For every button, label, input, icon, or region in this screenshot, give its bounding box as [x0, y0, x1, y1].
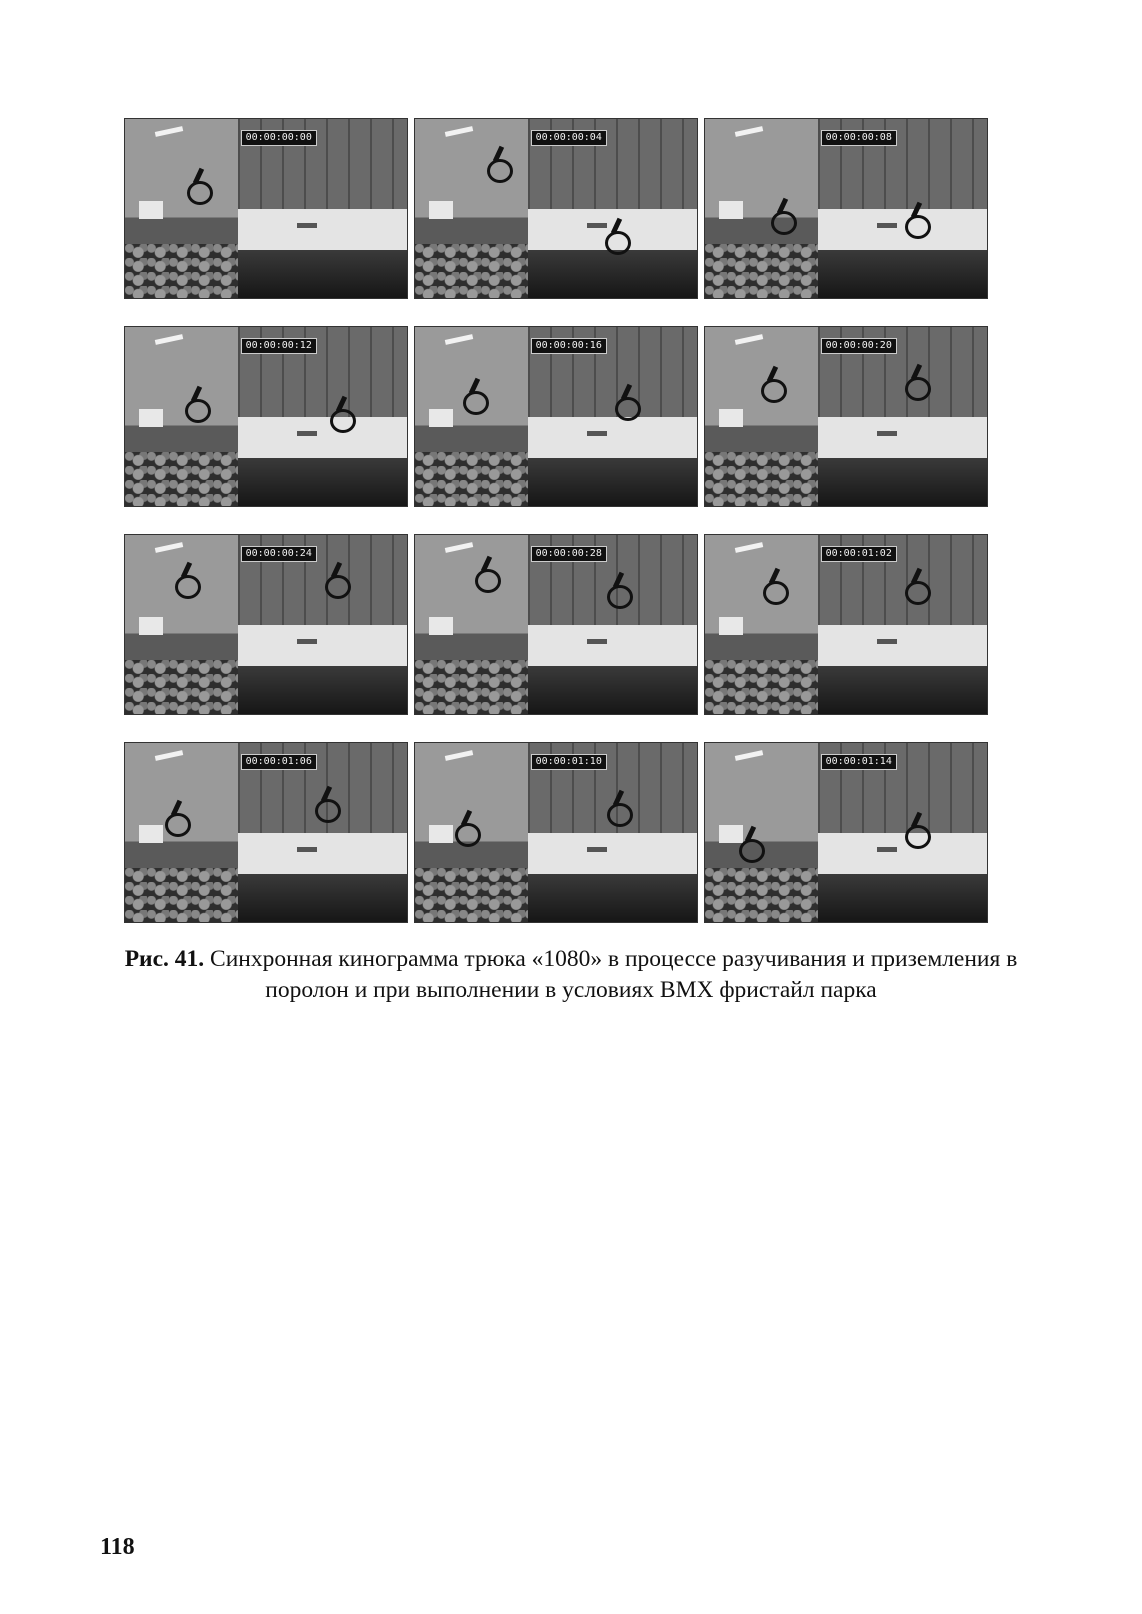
- timecode-label: 00:00:01:02: [821, 546, 897, 562]
- wall-sign: [587, 431, 607, 436]
- video-frame: [414, 326, 698, 507]
- wall-banner: [719, 825, 744, 843]
- wall-sign: [297, 847, 317, 852]
- bmx-rider-foam: [187, 181, 213, 205]
- park-floor: [238, 458, 407, 506]
- ceiling-light: [735, 126, 763, 137]
- park-wall: [528, 833, 697, 874]
- wall-sign: [877, 223, 897, 228]
- wall-banner: [719, 617, 744, 635]
- timecode-label: 00:00:01:06: [241, 754, 317, 770]
- park-floor: [238, 666, 407, 714]
- bmx-rider-park: [615, 397, 641, 421]
- timecode-label: 00:00:00:28: [531, 546, 607, 562]
- park-view: [238, 327, 407, 506]
- ceiling-light: [445, 334, 473, 345]
- park-view: [818, 327, 987, 506]
- ceiling-light: [735, 750, 763, 761]
- bmx-rider-foam: [761, 379, 787, 403]
- park-wall: [818, 417, 987, 458]
- wall-sign: [877, 639, 897, 644]
- timecode-label: 00:00:00:12: [241, 338, 317, 354]
- video-frame: [124, 742, 408, 923]
- park-view: [528, 327, 697, 506]
- video-frame: [124, 534, 408, 715]
- foam-pit-view: [125, 327, 238, 506]
- bmx-rider-foam: [455, 823, 481, 847]
- park-floor: [818, 458, 987, 506]
- timecode-label: 00:00:00:24: [241, 546, 317, 562]
- park-view: [528, 119, 697, 298]
- video-frame: [704, 118, 988, 299]
- video-frame: [124, 326, 408, 507]
- park-floor: [238, 250, 407, 298]
- wall-banner: [139, 409, 164, 427]
- wall-banner: [139, 825, 164, 843]
- ceiling-light: [735, 334, 763, 345]
- park-floor: [528, 874, 697, 922]
- wall-banner: [719, 409, 744, 427]
- wall-banner: [719, 201, 744, 219]
- park-floor: [818, 250, 987, 298]
- bmx-rider-foam: [175, 575, 201, 599]
- timecode-label: 00:00:01:14: [821, 754, 897, 770]
- bmx-rider-foam: [771, 211, 797, 235]
- bmx-rider-park: [605, 231, 631, 255]
- foam-pit-view: [705, 743, 818, 922]
- park-wall: [818, 209, 987, 250]
- video-frame: [704, 742, 988, 923]
- wall-sign: [297, 639, 317, 644]
- park-view: [818, 535, 987, 714]
- wall-banner: [139, 201, 164, 219]
- video-frame: [704, 534, 988, 715]
- wall-banner: [139, 617, 164, 635]
- ceiling-light: [445, 126, 473, 137]
- park-wall: [238, 209, 407, 250]
- bmx-rider-foam: [463, 391, 489, 415]
- kinogram-row: [124, 326, 990, 507]
- video-frame: [704, 326, 988, 507]
- park-wall: [238, 833, 407, 874]
- foam-pit-view: [125, 119, 238, 298]
- wall-banner: [429, 617, 454, 635]
- kinogram-row: [124, 118, 990, 299]
- figure-caption-text: Синхронная кинограмма трюка «1080» в процессе разучивания и приземления в поролон и при выполнении в условиях BMX фристайл парка: [210, 946, 1018, 1003]
- wall-sign: [297, 223, 317, 228]
- park-floor: [818, 666, 987, 714]
- park-floor: [528, 666, 697, 714]
- wall-sign: [297, 431, 317, 436]
- wall-sign: [877, 847, 897, 852]
- timecode-label: 00:00:01:10: [531, 754, 607, 770]
- kinogram-grid: [124, 118, 990, 950]
- ceiling-light: [735, 542, 763, 553]
- bmx-rider-foam: [165, 813, 191, 837]
- video-frame: [414, 534, 698, 715]
- park-view: [238, 535, 407, 714]
- wall-sign: [587, 223, 607, 228]
- wall-banner: [429, 409, 454, 427]
- timecode-label: 00:00:00:08: [821, 130, 897, 146]
- ceiling-light: [155, 334, 183, 345]
- timecode-label: 00:00:00:20: [821, 338, 897, 354]
- timecode-label: 00:00:00:16: [531, 338, 607, 354]
- park-floor: [818, 874, 987, 922]
- figure-caption: [100, 944, 1042, 1006]
- bmx-rider-foam: [185, 399, 211, 423]
- wall-sign: [587, 847, 607, 852]
- foam-pit-view: [705, 327, 818, 506]
- ceiling-light: [445, 750, 473, 761]
- bmx-rider-park: [905, 215, 931, 239]
- ceiling-light: [155, 126, 183, 137]
- wall-sign: [877, 431, 897, 436]
- bmx-rider-park: [607, 803, 633, 827]
- bmx-rider-foam: [739, 839, 765, 863]
- wall-banner: [429, 201, 454, 219]
- video-frame: [414, 118, 698, 299]
- bmx-rider-foam: [487, 159, 513, 183]
- park-view: [818, 743, 987, 922]
- park-view: [238, 743, 407, 922]
- video-frame: [414, 742, 698, 923]
- page-number: 118: [100, 1534, 135, 1560]
- ceiling-light: [155, 542, 183, 553]
- wall-sign: [587, 639, 607, 644]
- park-floor: [238, 874, 407, 922]
- foam-pit-view: [415, 119, 528, 298]
- foam-pit-view: [125, 535, 238, 714]
- bmx-rider-park: [905, 377, 931, 401]
- video-frame: [124, 118, 408, 299]
- timecode-label: 00:00:00:04: [531, 130, 607, 146]
- bmx-rider-park: [330, 409, 356, 433]
- foam-pit-view: [415, 327, 528, 506]
- foam-pit-view: [415, 535, 528, 714]
- park-view: [238, 119, 407, 298]
- bmx-rider-park: [315, 799, 341, 823]
- figure-label: Рис. 41.: [124, 946, 205, 972]
- park-wall: [818, 833, 987, 874]
- timecode-label: 00:00:00:00: [241, 130, 317, 146]
- ceiling-light: [155, 750, 183, 761]
- bmx-rider-park: [905, 581, 931, 605]
- park-wall: [238, 625, 407, 666]
- foam-pit-view: [705, 119, 818, 298]
- park-wall: [528, 625, 697, 666]
- kinogram-row: [124, 742, 990, 923]
- bmx-rider-park: [607, 585, 633, 609]
- bmx-rider-foam: [763, 581, 789, 605]
- foam-pit-view: [705, 535, 818, 714]
- wall-banner: [429, 825, 454, 843]
- kinogram-row: [124, 534, 990, 715]
- park-floor: [528, 250, 697, 298]
- park-wall: [528, 417, 697, 458]
- park-floor: [528, 458, 697, 506]
- park-wall: [238, 417, 407, 458]
- park-view: [818, 119, 987, 298]
- park-view: [528, 743, 697, 922]
- park-wall: [818, 625, 987, 666]
- bmx-rider-park: [905, 825, 931, 849]
- bmx-rider-park: [325, 575, 351, 599]
- bmx-rider-foam: [475, 569, 501, 593]
- ceiling-light: [445, 542, 473, 553]
- park-view: [528, 535, 697, 714]
